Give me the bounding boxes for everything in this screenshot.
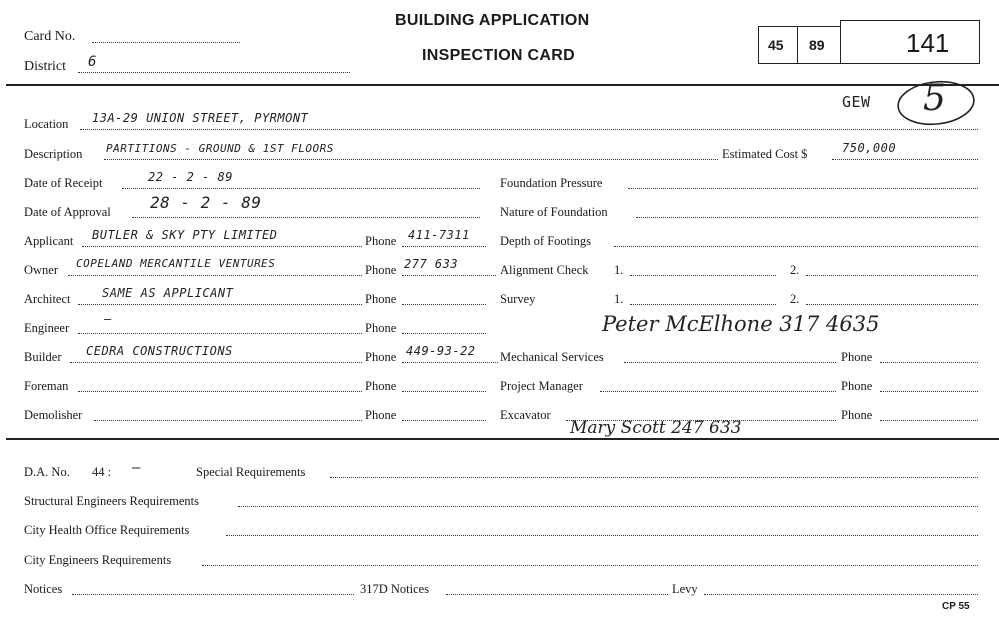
alignment-check-num-2: 2. <box>790 263 800 277</box>
special-requirements-label: Special Requirements <box>196 465 306 479</box>
requirements-rule <box>6 438 999 440</box>
project-manager-phone-label: Phone <box>841 379 873 393</box>
survey-label: Survey <box>500 292 536 306</box>
description-value: PARTITIONS - GROUND & 1ST FLOORS <box>106 142 334 155</box>
depth-footings-line <box>614 246 978 247</box>
structural-requirements-label: Structural Engineers Requirements <box>24 494 199 508</box>
nature-foundation-line <box>636 217 978 218</box>
applicant-phone-label: Phone <box>365 234 397 248</box>
gew-note: GEW <box>842 93 871 111</box>
demolisher-phone-label: Phone <box>365 408 397 422</box>
builder-value: CEDRA CONSTRUCTIONS <box>86 344 233 358</box>
estimated-cost-label: Estimated Cost $ <box>722 147 808 161</box>
location-line <box>80 129 978 130</box>
card-no-line <box>92 42 240 43</box>
engineer-line <box>78 333 362 334</box>
applicant-value: BUTLER & SKY PTY LIMITED <box>92 228 278 242</box>
survey-num-1: 1. <box>614 292 624 306</box>
date-receipt-value: 22 - 2 - 89 <box>148 170 233 184</box>
survey-num-2: 2. <box>790 292 800 306</box>
date-receipt-line <box>122 188 480 189</box>
date-receipt-label: Date of Receipt <box>24 176 103 190</box>
demolisher-label: Demolisher <box>24 408 83 422</box>
notices-label: Notices <box>24 582 63 596</box>
demolisher-phone-line <box>402 420 486 421</box>
builder-label: Builder <box>24 350 62 364</box>
date-approval-line <box>132 217 480 218</box>
applicant-phone-line <box>402 246 486 247</box>
mechanical-services-label: Mechanical Services <box>500 350 604 364</box>
foundation-pressure-line <box>628 188 978 189</box>
alignment-check-line-2 <box>806 275 978 276</box>
alignment-check-line-1 <box>630 275 776 276</box>
date-approval-value: 28 - 2 - 89 <box>150 193 262 212</box>
da-no-dash: — <box>132 460 141 476</box>
mechanical-phone-line <box>880 362 978 363</box>
levy-label: Levy <box>672 582 698 596</box>
project-manager-line <box>600 391 836 392</box>
foreman-phone-line <box>402 391 486 392</box>
card-no-label: Card No. <box>24 29 76 44</box>
da-no-value: 44 : <box>92 465 112 479</box>
date-approval-label: Date of Approval <box>24 205 111 219</box>
architect-phone-line <box>402 304 486 305</box>
handwritten-contact-2: Mary Scott 247 633 <box>570 418 742 438</box>
owner-phone-value: 277 633 <box>404 257 459 271</box>
title-line-2: INSPECTION CARD <box>422 47 575 64</box>
applicant-phone-value: 411-7311 <box>408 228 470 242</box>
survey-line-2 <box>806 304 978 305</box>
excavator-phone-line <box>880 420 978 421</box>
foreman-phone-label: Phone <box>365 379 397 393</box>
gew-number: 5 <box>923 78 946 119</box>
estimated-cost-value: 750,000 <box>842 141 897 155</box>
owner-line <box>68 275 362 276</box>
project-manager-label: Project Manager <box>500 379 583 393</box>
card-box-141: 141 <box>906 28 950 58</box>
architect-line <box>78 304 362 305</box>
estimated-cost-line <box>832 159 978 160</box>
depth-footings-label: Depth of Footings <box>500 234 591 248</box>
excavator-label: Excavator <box>500 408 551 422</box>
notices-317d-label: 317D Notices <box>360 582 430 596</box>
owner-value: COPELAND MERCANTILE VENTURES <box>76 257 276 270</box>
card-box-45: 45 <box>768 37 784 53</box>
notices-317d-line <box>446 594 668 595</box>
form-code: CP 55 <box>942 601 970 612</box>
title-line-1: BUILDING APPLICATION <box>395 12 590 29</box>
mechanical-services-line <box>624 362 836 363</box>
builder-phone-line <box>402 362 498 363</box>
health-requirements-label: City Health Office Requirements <box>24 523 190 537</box>
builder-phone-value: 449-93-22 <box>406 344 476 358</box>
levy-line <box>704 594 978 595</box>
city-engineers-requirements-label: City Engineers Requirements <box>24 553 172 567</box>
builder-phone-label: Phone <box>365 350 397 364</box>
demolisher-line <box>94 420 362 421</box>
engineer-phone-line <box>402 333 486 334</box>
engineer-value: — <box>104 312 112 326</box>
applicant-label: Applicant <box>24 234 74 248</box>
city-engineers-requirements-line <box>202 565 978 566</box>
special-requirements-line <box>330 477 978 478</box>
survey-line-1 <box>630 304 776 305</box>
da-no-label: D.A. No. <box>24 465 70 479</box>
notices-line <box>72 594 354 595</box>
owner-phone-line <box>402 275 496 276</box>
foreman-line <box>78 391 362 392</box>
district-value: 6 <box>88 54 97 70</box>
nature-foundation-label: Nature of Foundation <box>500 205 608 219</box>
handwritten-contact-1: Peter McElhone 317 4635 <box>602 312 880 336</box>
alignment-check-label: Alignment Check <box>500 263 589 277</box>
foundation-pressure-label: Foundation Pressure <box>500 176 603 190</box>
applicant-line <box>82 246 362 247</box>
location-value: 13A-29 UNION STREET, PYRMONT <box>92 111 309 125</box>
foreman-label: Foreman <box>24 379 69 393</box>
district-label: District <box>24 59 66 74</box>
project-manager-phone-line <box>880 391 978 392</box>
card-box-89: 89 <box>809 37 825 53</box>
engineer-phone-label: Phone <box>365 321 397 335</box>
description-label: Description <box>24 147 83 161</box>
owner-phone-label: Phone <box>365 263 397 277</box>
alignment-check-num-1: 1. <box>614 263 624 277</box>
engineer-label: Engineer <box>24 321 70 335</box>
structural-requirements-line <box>238 506 978 507</box>
district-line <box>78 72 350 73</box>
excavator-phone-label: Phone <box>841 408 873 422</box>
architect-label: Architect <box>24 292 71 306</box>
owner-label: Owner <box>24 263 59 277</box>
architect-phone-label: Phone <box>365 292 397 306</box>
builder-line <box>70 362 362 363</box>
architect-value: SAME AS APPLICANT <box>102 286 234 300</box>
header-rule <box>6 84 999 86</box>
description-line <box>104 159 718 160</box>
location-label: Location <box>24 117 69 131</box>
mechanical-phone-label: Phone <box>841 350 873 364</box>
health-requirements-line <box>226 535 978 536</box>
